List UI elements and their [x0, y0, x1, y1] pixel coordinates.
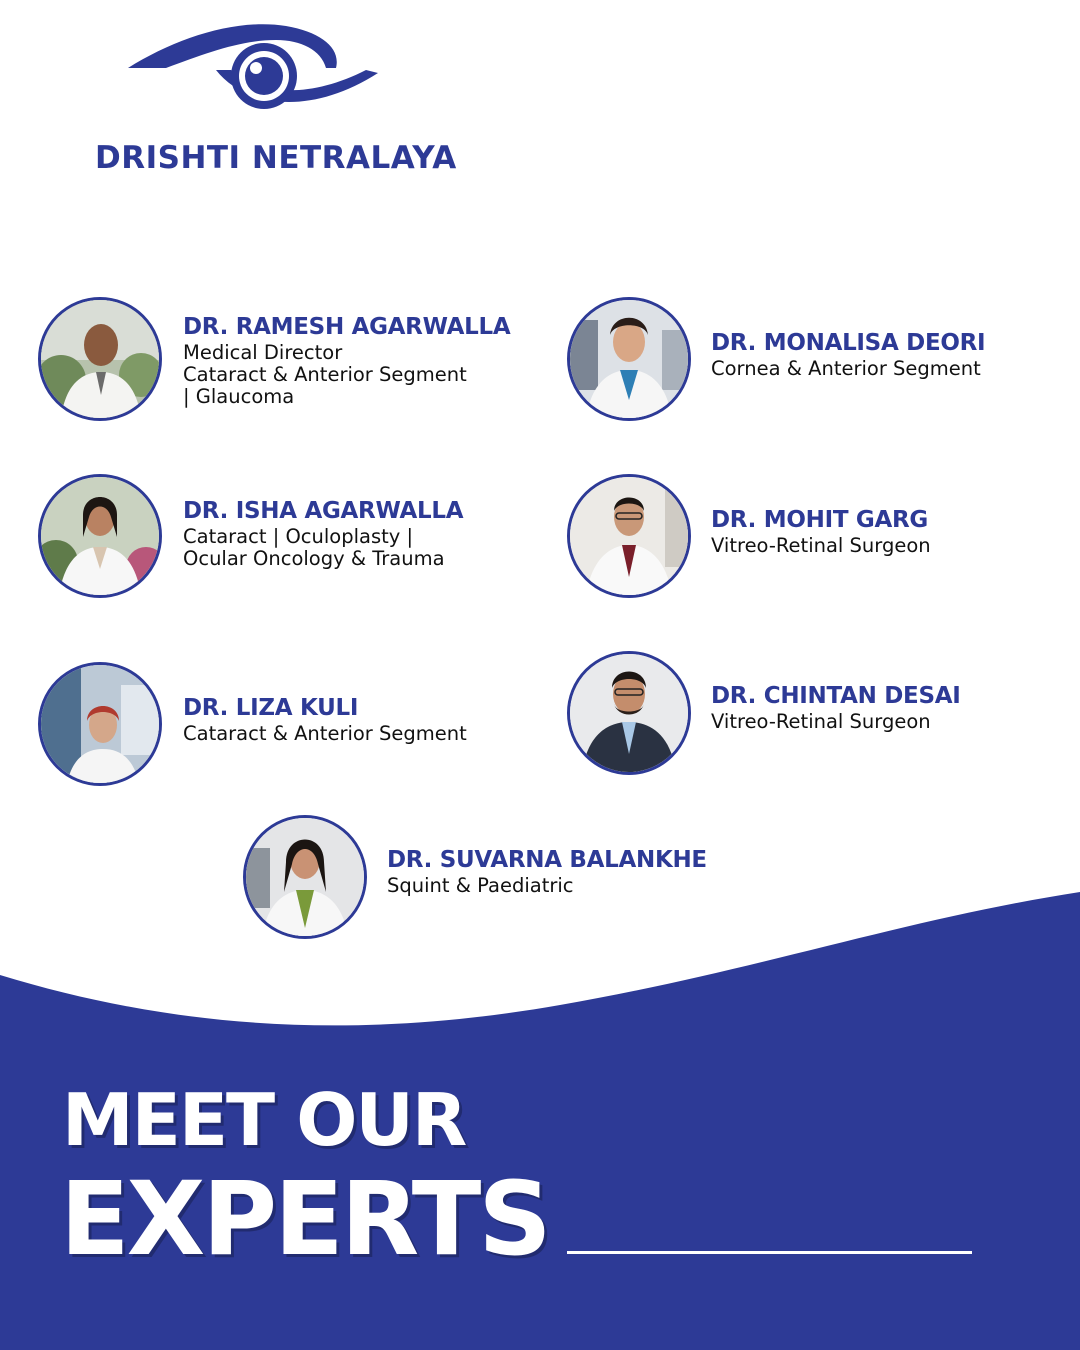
doctor-name: DR. CHINTAN DESAI: [711, 683, 961, 709]
doctor-role: Squint & Paediatric: [387, 874, 574, 897]
doctor-role: | Glaucoma: [183, 385, 295, 408]
doctor-name: DR. MONALISA DEORI: [711, 330, 986, 356]
doctor-role: Medical Director: [183, 341, 343, 364]
doctor-photo: [38, 297, 162, 421]
doctor-name: DR. ISHA AGARWALLA: [183, 498, 464, 524]
doctor-role: Ocular Oncology & Trauma: [183, 547, 445, 570]
eye-logo-icon: [126, 18, 386, 128]
doctor-name: DR. LIZA KULI: [183, 695, 359, 721]
doctor-photo: [38, 662, 162, 786]
doctor-photo: [567, 297, 691, 421]
brand-name: DRISHTI NETRALAYA: [95, 140, 457, 176]
doctor-name: DR. SUVARNA BALANKHE: [387, 847, 707, 873]
doctor-name: DR. MOHIT GARG: [711, 507, 928, 533]
doctor-name: DR. RAMESH AGARWALLA: [183, 314, 511, 340]
doctor-photo: [567, 651, 691, 775]
doctor-role: Cataract & Anterior Segment: [183, 363, 467, 386]
doctor-role: Cataract | Oculoplasty |: [183, 525, 414, 548]
headline-line-2: EXPERTS: [60, 1160, 549, 1279]
divider-line: [567, 1251, 972, 1254]
headline-line-1: MEET OUR: [62, 1078, 466, 1162]
doctor-role: Vitreo-Retinal Surgeon: [711, 534, 931, 557]
doctor-photo: [567, 474, 691, 598]
doctor-role: Cataract & Anterior Segment: [183, 722, 467, 745]
doctor-photo: [38, 474, 162, 598]
doctor-role: Cornea & Anterior Segment: [711, 357, 981, 380]
doctor-role: Vitreo-Retinal Surgeon: [711, 710, 931, 733]
logo: [90, 18, 457, 193]
